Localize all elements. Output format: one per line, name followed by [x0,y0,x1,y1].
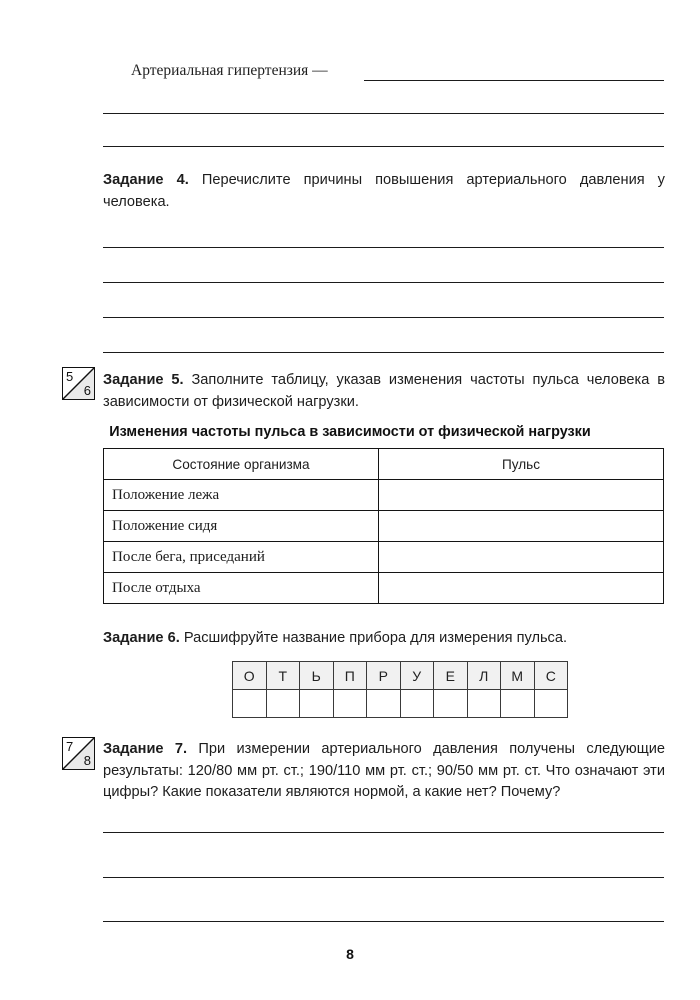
task-4-text: Перечислите причины повышения артериального давления у человека. [103,172,665,210]
table-cell-pulse[interactable] [379,573,664,604]
anagram-letter: Ь [300,662,334,690]
writing-rule[interactable] [103,317,664,318]
table-row [104,542,664,573]
anagram-letter: М [501,662,535,690]
anagram-letter: П [333,662,367,690]
table-header-state: Состояние организма [104,449,379,480]
anagram-letter: О [233,662,267,690]
writing-rule[interactable] [103,921,664,922]
writing-rule[interactable] [103,877,664,878]
anagram-answer-cell[interactable] [434,690,468,718]
anagram-answer-cell[interactable] [233,690,267,718]
table-header-pulse: Пульс [379,449,664,480]
writing-rule[interactable] [103,832,664,833]
anagram-answer-cell[interactable] [367,690,401,718]
pulse-table-caption: Изменения частоты пульса в зависимости от физической нагрузки [109,424,591,440]
page-number: 8 [346,946,354,962]
table-header-row [104,449,664,480]
pulse-table [103,448,664,604]
task-5 [103,370,665,413]
task-5-marker-top: 5 [66,369,74,384]
task-5-marker [62,367,95,400]
task-5-label: Задание 5. [103,372,184,388]
task-5-marker-bottom: 6 [83,383,91,398]
task-7-label: Задание 7. [103,741,188,757]
anagram-answer-cell[interactable] [266,690,300,718]
writing-rule[interactable] [103,282,664,283]
writing-rule[interactable] [103,247,664,248]
writing-rule[interactable] [103,113,664,114]
task-7-text: При измерении артериального давления получены следующие результаты: 120/80 мм рт. ст.; 190/110 мм рт. ст.; 90/50 мм рт. ст. Что означают эти цифры? Какие показатели являются нормой, а какие нет? Почему? [103,741,665,800]
task-5-text: Заполните таблицу, указав изменения частоты пульса человека в зависимости от физической нагрузки. [103,372,665,410]
anagram-letter: Т [266,662,300,690]
writing-rule[interactable] [103,352,664,353]
task-6-label: Задание 6. [103,630,180,646]
anagram-answer-cell[interactable] [501,690,535,718]
anagram-letter: У [400,662,434,690]
anagram-letters-row [233,662,568,690]
task-7-marker [62,737,95,770]
anagram-answer-cell[interactable] [534,690,568,718]
task-7-marker-bottom: 8 [83,753,91,768]
task-4-label: Задание 4. [103,172,189,188]
table-row [104,511,664,542]
task-6-text: Расшифруйте название прибора для измерения пульса. [179,630,568,646]
anagram-answer-row [233,690,568,718]
anagram-grid [232,661,568,718]
anagram-answer-cell[interactable] [300,690,334,718]
anagram-letter: Р [367,662,401,690]
anagram-letter: С [534,662,568,690]
anagram-letter: Е [434,662,468,690]
table-cell-state: Положение сидя [104,511,379,542]
definition-prompt: Артериальная гипертензия — [131,62,328,79]
writing-rule[interactable] [364,80,664,81]
table-cell-state: После бега, приседаний [104,542,379,573]
anagram-answer-cell[interactable] [400,690,434,718]
anagram-answer-cell[interactable] [467,690,501,718]
anagram-answer-cell[interactable] [333,690,367,718]
writing-rule[interactable] [103,146,664,147]
table-cell-pulse[interactable] [379,542,664,573]
table-cell-pulse[interactable] [379,480,664,511]
table-row [104,480,664,511]
task-4 [103,170,665,213]
task-7-marker-top: 7 [66,739,74,754]
table-cell-pulse[interactable] [379,511,664,542]
task-7 [103,739,665,804]
anagram-letter: Л [467,662,501,690]
task-6 [103,628,665,650]
table-cell-state: После отдыха [104,573,379,604]
table-cell-state: Положение лежа [104,480,379,511]
table-row [104,573,664,604]
